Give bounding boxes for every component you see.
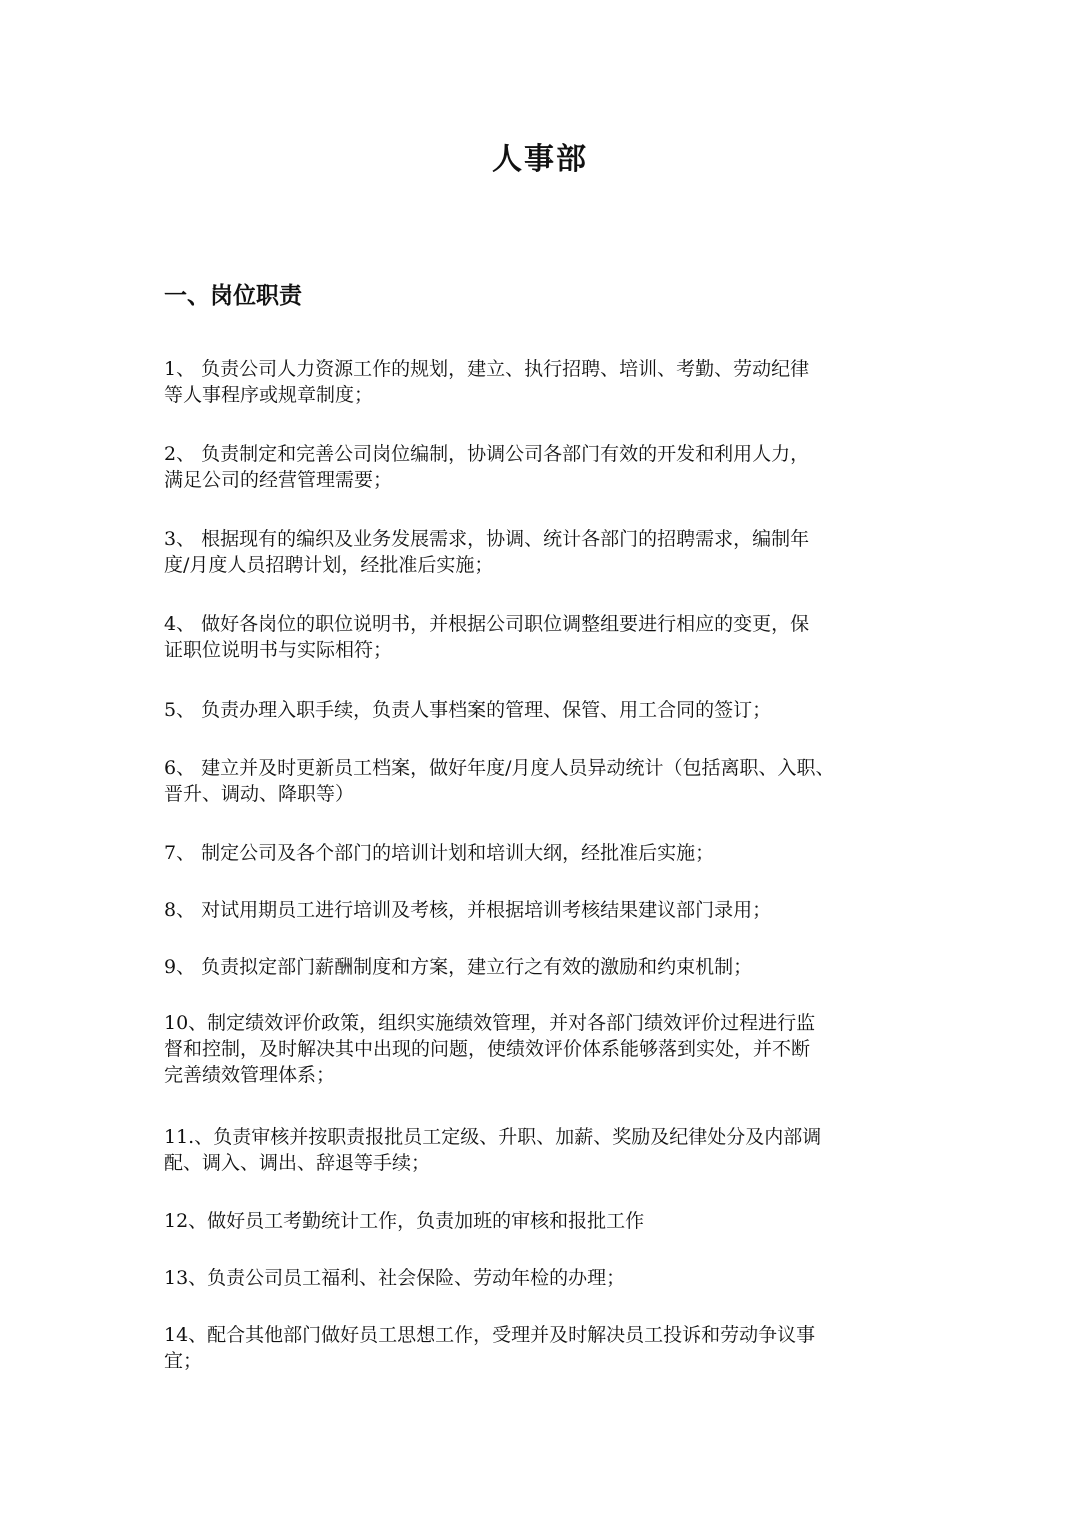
list-item [164,697,924,723]
item-line: 1、 负责公司人力资源工作的规划，建立、执行招聘、培训、考勤、劳动纪律 [164,358,810,380]
item-line: 7、 制定公司及各个部门的培训计划和培训大纲，经批准后实施； [164,842,715,864]
item-line: 5、 负责办理入职手续，负责人事档案的管理、保管、用工合同的签订； [164,699,772,721]
item-line: 2、 负责制定和完善公司岗位编制，协调公司各部门有效的开发和利用人力， [164,443,810,465]
list-item [164,1265,924,1291]
list-item [164,1322,924,1374]
list-item [164,441,924,493]
list-item [164,1010,924,1088]
item-line: 11.、负责审核并按职责报批员工定级、升职、加薪、奖励及纪律处分及内部调 [164,1126,822,1148]
list-item [164,1124,924,1176]
item-line: 14、配合其他部门做好员工思想工作，受理并及时解决员工投诉和劳动争议事 [164,1324,816,1346]
item-line: 证职位说明书与实际相符； [164,639,393,661]
list-item [164,897,924,923]
list-item [164,954,924,980]
item-line: 晋升、调动、降职等） [164,783,355,805]
item-line: 督和控制，及时解决其中出现的问题，使绩效评价体系能够落到实处，并不断 [164,1038,811,1060]
item-line: 度/月度人员招聘计划，经批准后实施； [164,554,494,576]
list-item [164,356,924,408]
list-item [164,526,924,578]
item-line: 宜； [164,1350,203,1372]
item-line: 13、负责公司员工福利、社会保险、劳动年检的办理； [164,1267,626,1289]
list-item [164,840,924,866]
item-line: 12、做好员工考勤统计工作，负责加班的审核和报批工作 [164,1210,645,1232]
item-line: 4、 做好各岗位的职位说明书，并根据公司职位调整组要进行相应的变更，保 [164,613,810,635]
item-line: 配、调入、调出、辞退等手续； [164,1152,431,1174]
item-line: 满足公司的经营管理需要； [164,469,393,491]
item-line: 完善绩效管理体系； [164,1064,336,1086]
page-title: 人事部 [492,142,588,177]
item-line: 8、 对试用期员工进行培训及考核，并根据培训考核结果建议部门录用； [164,899,772,921]
item-line: 6、 建立并及时更新员工档案，做好年度/月度人员异动统计（包括离职、入职、 [164,757,835,779]
item-line: 等人事程序或规章制度； [164,384,374,406]
list-item [164,1208,924,1234]
item-line: 9、 负责拟定部门薪酬制度和方案，建立行之有效的激励和约束机制； [164,956,753,978]
item-line: 3、 根据现有的编织及业务发展需求，协调、统计各部门的招聘需求，编制年 [164,528,810,550]
list-item [164,755,924,807]
list-item [164,611,924,663]
section-heading: 一、岗位职责 [164,282,302,309]
item-line: 10、制定绩效评价政策，组织实施绩效管理，并对各部门绩效评价过程进行监 [164,1012,816,1034]
